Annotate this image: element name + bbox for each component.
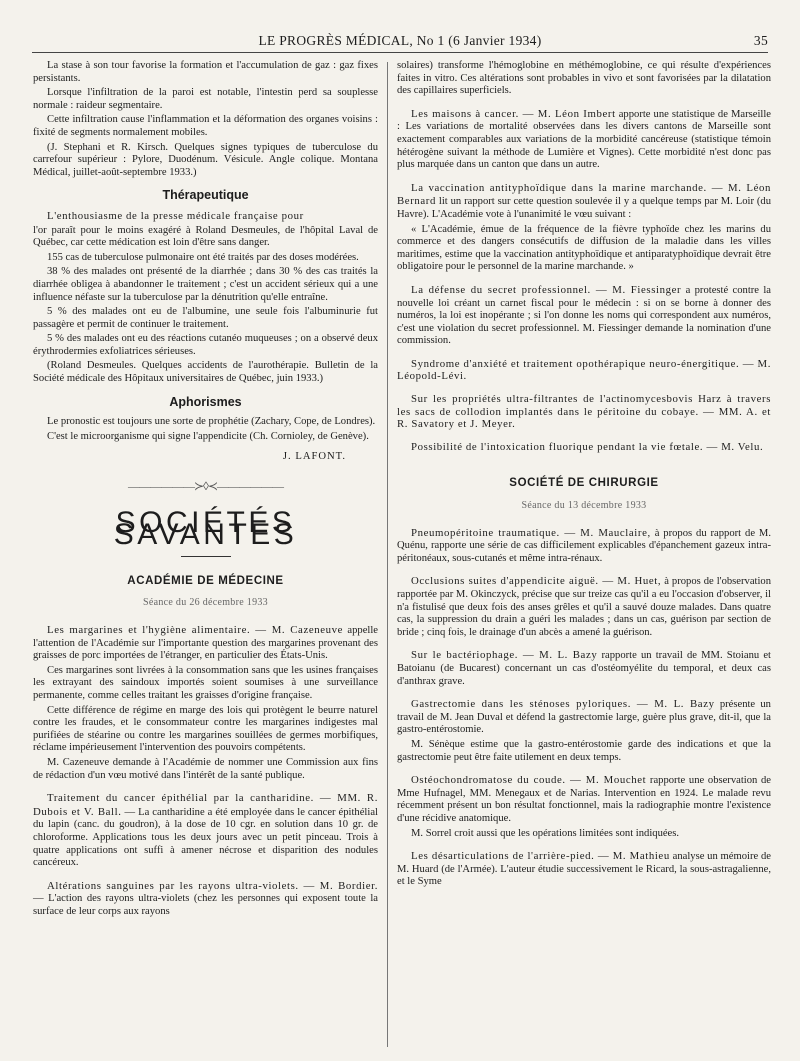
entry-lead: La défense du secret professionnel. — M. Fiessinger <box>411 283 682 296</box>
entry-lead: Sur les propriétés ultra-filtrantes de l'actinomycesbovis Harz à travers les sacs de collodion implantés dans le péritoine du cobaye. — MM. A. et R. Savatory et J. Meyer. <box>397 393 771 431</box>
paragraph: 38 % des malades ont présenté de la diarrhée ; dans 30 % des cas traités la diarrhée obligea à abandonner le traitement ; c'est un accident sérieux qui a une influence néfaste sur la tuberculose par la dénutrition qu'elle entraîne. <box>33 266 378 303</box>
entry <box>397 182 771 274</box>
entry <box>33 880 378 919</box>
paragraph: Ces margarines sont livrées à la consommation sans que les usines françaises les extrayant des saindoux importés soient soumises à une surveillance permanente, comme celles traitant les graisses d'origine française. <box>33 664 378 701</box>
session-date: Séance du 13 décembre 1933 <box>521 500 647 512</box>
paragraph: solaires) transforme l'hémoglobine en méthémoglobine, ce qui résulte d'expériences faites in vitro. Ces altérations sont probables in vivo et sont favorisées par la dilatation des capillaires superficiels. <box>397 60 771 97</box>
entry-text: appelle l'attention de l'Académie sur l'importante question des margarines provenant des graisses de porc importées de l'étranger, en particulier des États-Unis. <box>33 625 378 662</box>
entry-lead: Traitement du cancer épithélial par la cantharidine. — MM. R. Dubois et V. Ball. <box>33 792 378 818</box>
citation: (Roland Desmeules. Quelques accidents de l'aurothérapie. Bulletin de la Société médicale des Hôpitaux universitaires de Québec, juin 1933.) <box>33 360 378 385</box>
entry <box>397 527 771 566</box>
entry-lead: La vaccination antityphoïdique dans la marine marchande. — M. Léon Bernard <box>397 181 771 208</box>
entry-text: a protesté contre la nouvelle loi créant un carnet fiscal pour le médecin : si on se borne à donner des numéros, la loi est inopérante ; si l'on donne les noms qui correspondent aux numéros, c'est une violation du secret professionnel. M. Fiessinger demande la nomination d'une commission. <box>397 284 772 347</box>
entry <box>397 108 771 172</box>
quotation: « L'Académie, émue de la fréquence de la fièvre typhoïde chez les marins du commerce et des dangers consécutifs de diffusion de la maladie dans les villes maritimes, estime que la vaccination antityphoïdique et antiparatyphoïdique devrait être obligatoire pour le personnel de la marine marchande. » <box>397 223 771 273</box>
paragraph: Cette différence de régime en marge des lois qui protègent le beurre naturel contre les fraudes, et le consommateur contre les margarines indigestes mal purifiées de stéarine ou contre les margarines souillées de germes morbifiques, réclame impérieusement l'intervention des pouvoirs compétents. <box>33 704 378 754</box>
entry-lead: Possibilité de l'intoxication fluorique pendant la vie fœtale. — M. Velu. <box>411 440 764 453</box>
entry-text: analyse un mémoire de M. Huard (de l'Armée). L'auteur étudie successivement le Ricard, la sous-astragalienne, et le Syme <box>397 851 771 888</box>
entry <box>397 575 771 639</box>
subsection-heading-academie: ACADÉMIE DE MÉDECINE <box>127 574 284 587</box>
paragraph: M. Cazeneuve demande à l'Académie de nommer une Commission aux fins de rédaction d'un vœu motivé dans l'intérêt de la santé publique. <box>33 756 378 781</box>
paragraph: M. Sorrel croit aussi que les opérations limitées sont indiquées. <box>411 827 680 839</box>
entry-text: rapporte une observation de Mme Hufnagel, MM. Menegaux et de Narias. Intervention en 1924. Le malade revu récemment présent un bon résultat fonctionnel, mais la radiographie montre l'existence d'une récidive anatomique. <box>397 775 772 824</box>
subsection-heading-chirurgie: SOCIÉTÉ DE CHIRURGIE <box>509 477 659 490</box>
entry-lead: Altérations sanguines par les rayons ultra-violets. — M. Bordier. <box>47 879 378 892</box>
session-date: Séance du 26 décembre 1933 <box>143 597 268 609</box>
paragraph: Le pronostic est toujours une sorte de prophétie (Zachary, Cope, de Londres). <box>47 416 376 428</box>
entry-text: à propos de l'observation rapportée par M. Okinczyck, précise que sur treize cas qu'il a eu l'occasion d'observer, il n'a fistulisé que deux fois des anses grêles et qu'il a sauvé douze malades. Dans quatre cas, la suppression du drain a guéri les malades ; dans un cas, guérison par section de bride ; cinq fois, le drainage d'un abcès a amené la guérison. <box>397 576 771 638</box>
section-heading-therapeutique: Thérapeutique <box>162 188 249 203</box>
short-rule <box>181 556 231 557</box>
entry-lead: Gastrectomie dans les sténoses pyloriques. — M. L. Bazy <box>411 698 715 711</box>
entry <box>397 649 771 688</box>
running-title: LE PROGRÈS MÉDICAL, No 1 (6 Janvier 1934) <box>258 33 542 48</box>
paragraph: Lorsque l'infiltration de la paroi est notable, l'intestin perd sa souplesse normale : raideur segmentaire. <box>33 87 378 111</box>
entry-text: — La cantharidine a été employée dans le cancer épithélial du lapin (canc. du goudron), à la dose de 10 cgr. en solution dans 10 gr. de chloroforme. Applications tous les deux jours avec un petit pinceau. Trois à quatre applications ont suffi à amener nécrose et disparition des nodules cancéreux. <box>33 806 378 869</box>
page-header <box>32 30 768 53</box>
entry-text: à propos du rapport de M. Quénu, rapporte une série de cas difficilement explicables d'épanchement gazeux intra-péritonéaux, sous-cutanés et même intra-rénaux. <box>397 527 771 564</box>
author-signature: J. LAFONT. <box>282 451 346 463</box>
right-column <box>397 60 771 891</box>
entry <box>397 698 771 764</box>
entry-text: rapporte un travail de MM. Stoianu et Batoianu (de Bucarest) concernant un cas d'ostéomyélite du temporal, et deux cas d'anthrax grave. <box>397 650 771 687</box>
citation: (J. Stephani et R. Kirsch. Quelques signes typiques de tuberculose du carrefour supérieur : Pylore, Duodénum. Vésicule. Angle colique. Montana Médical, juillet-août-septembre 1933.) <box>33 141 378 178</box>
paragraph: C'est le microorganisme qui signe l'appendicite (Ch. Cornioley, de Genève). <box>47 430 369 442</box>
left-column <box>33 60 378 920</box>
entry <box>33 792 378 870</box>
paragraph: l'or paraît pour le moins exagéré à Roland Desmeules, de l'hôpital Laval de Québec, car cette médication est loin d'être sans danger. <box>33 224 378 249</box>
entry-text: présente un travail de M. Jean Duval et défend la gastrectomie large, guère plus grave, dit-il, que la gastro-entérostomie. <box>397 699 771 736</box>
paragraph: 5 % des malades ont eu de l'albumine, une seule fois l'albuminurie fut passagère et permit de continuer le traitement. <box>33 306 378 330</box>
section-heading-aphorismes: Aphorismes <box>169 394 242 409</box>
entry <box>397 774 771 840</box>
ornament-divider: ——————≻◊≺—————— <box>127 479 284 494</box>
entry <box>33 624 378 782</box>
paragraph: 155 cas de tuberculose pulmonaire ont été traités par des doses modérées. <box>47 251 359 263</box>
entry-text: apporte une statistique de Marseille : Les variations de mortalité observées dans les divers cantons de Marseille sont exactement comparables aux variations de la morbidité cancéreuse (statistique témoin hétérogène suivant la méthode de Lumière et Vignes). Cette morbidité n'est donc pas plus marquée dans un canton que dans un autre. <box>397 108 771 171</box>
entry-lead: Les margarines et l'hygiène alimentaire. — M. Cazeneuve <box>47 624 344 636</box>
entry-lead: Ostéochondromatose du coude. — M. Mouchet <box>411 774 647 787</box>
page-number: 35 <box>753 33 768 48</box>
paragraph: La stase à son tour favorise la formation et l'accumulation de gaz : gaz fixes persistants. <box>33 60 378 84</box>
entry <box>397 358 771 383</box>
entry <box>397 850 771 889</box>
paragraph: M. Sénèque estime que la gastro-entérostomie garde des indications et que la gastrectomie peut être faite utilement en deux temps. <box>397 738 771 763</box>
entry-lead: Syndrome d'anxiété et traitement opothérapique neuro-énergitique. — M. Léopold-Lévi. <box>397 357 771 383</box>
entry-lead: Les maisons à cancer. — M. Léon Imbert <box>411 107 616 120</box>
section-title: SOCIÉTÉS SAVANTES <box>113 505 298 552</box>
column-divider <box>387 62 388 1047</box>
entry-lead: Sur le bactériophage. — M. L. Bazy <box>411 649 598 662</box>
entry <box>397 393 771 431</box>
entry-lead: Pneumopéritoine traumatique. — M. Mauclaire, <box>411 526 651 539</box>
entry <box>397 284 771 348</box>
entry-text: — L'action des rayons ultra-violets (chez les personnes qui exposent toute la surface de leur corps aux rayons <box>33 893 378 917</box>
entry-lead: Occlusions suites d'appendicite aiguë. — M. Huet, <box>411 575 662 588</box>
entry-text: lit un rapport sur cette question soulevée il y a quelque temps par M. Loir (du Havre). L'Académie vote à l'unanimité le vœu suivant : <box>397 196 771 220</box>
entry <box>397 441 771 454</box>
paragraph-lead: L'enthousiasme de la presse médicale française pour <box>47 209 304 222</box>
paragraph: Cette infiltration cause l'inflammation et la déformation des organes voisins : fixité de segments normalement mobiles. <box>33 114 378 138</box>
entry-lead: Les désarticulations de l'arrière-pied. — M. Mathieu <box>411 850 670 863</box>
paragraph: 5 % des malades ont eu des réactions cutanéo muqueuses ; on a observé deux érythrodermies exfoliatrices sérieuses. <box>33 333 378 357</box>
